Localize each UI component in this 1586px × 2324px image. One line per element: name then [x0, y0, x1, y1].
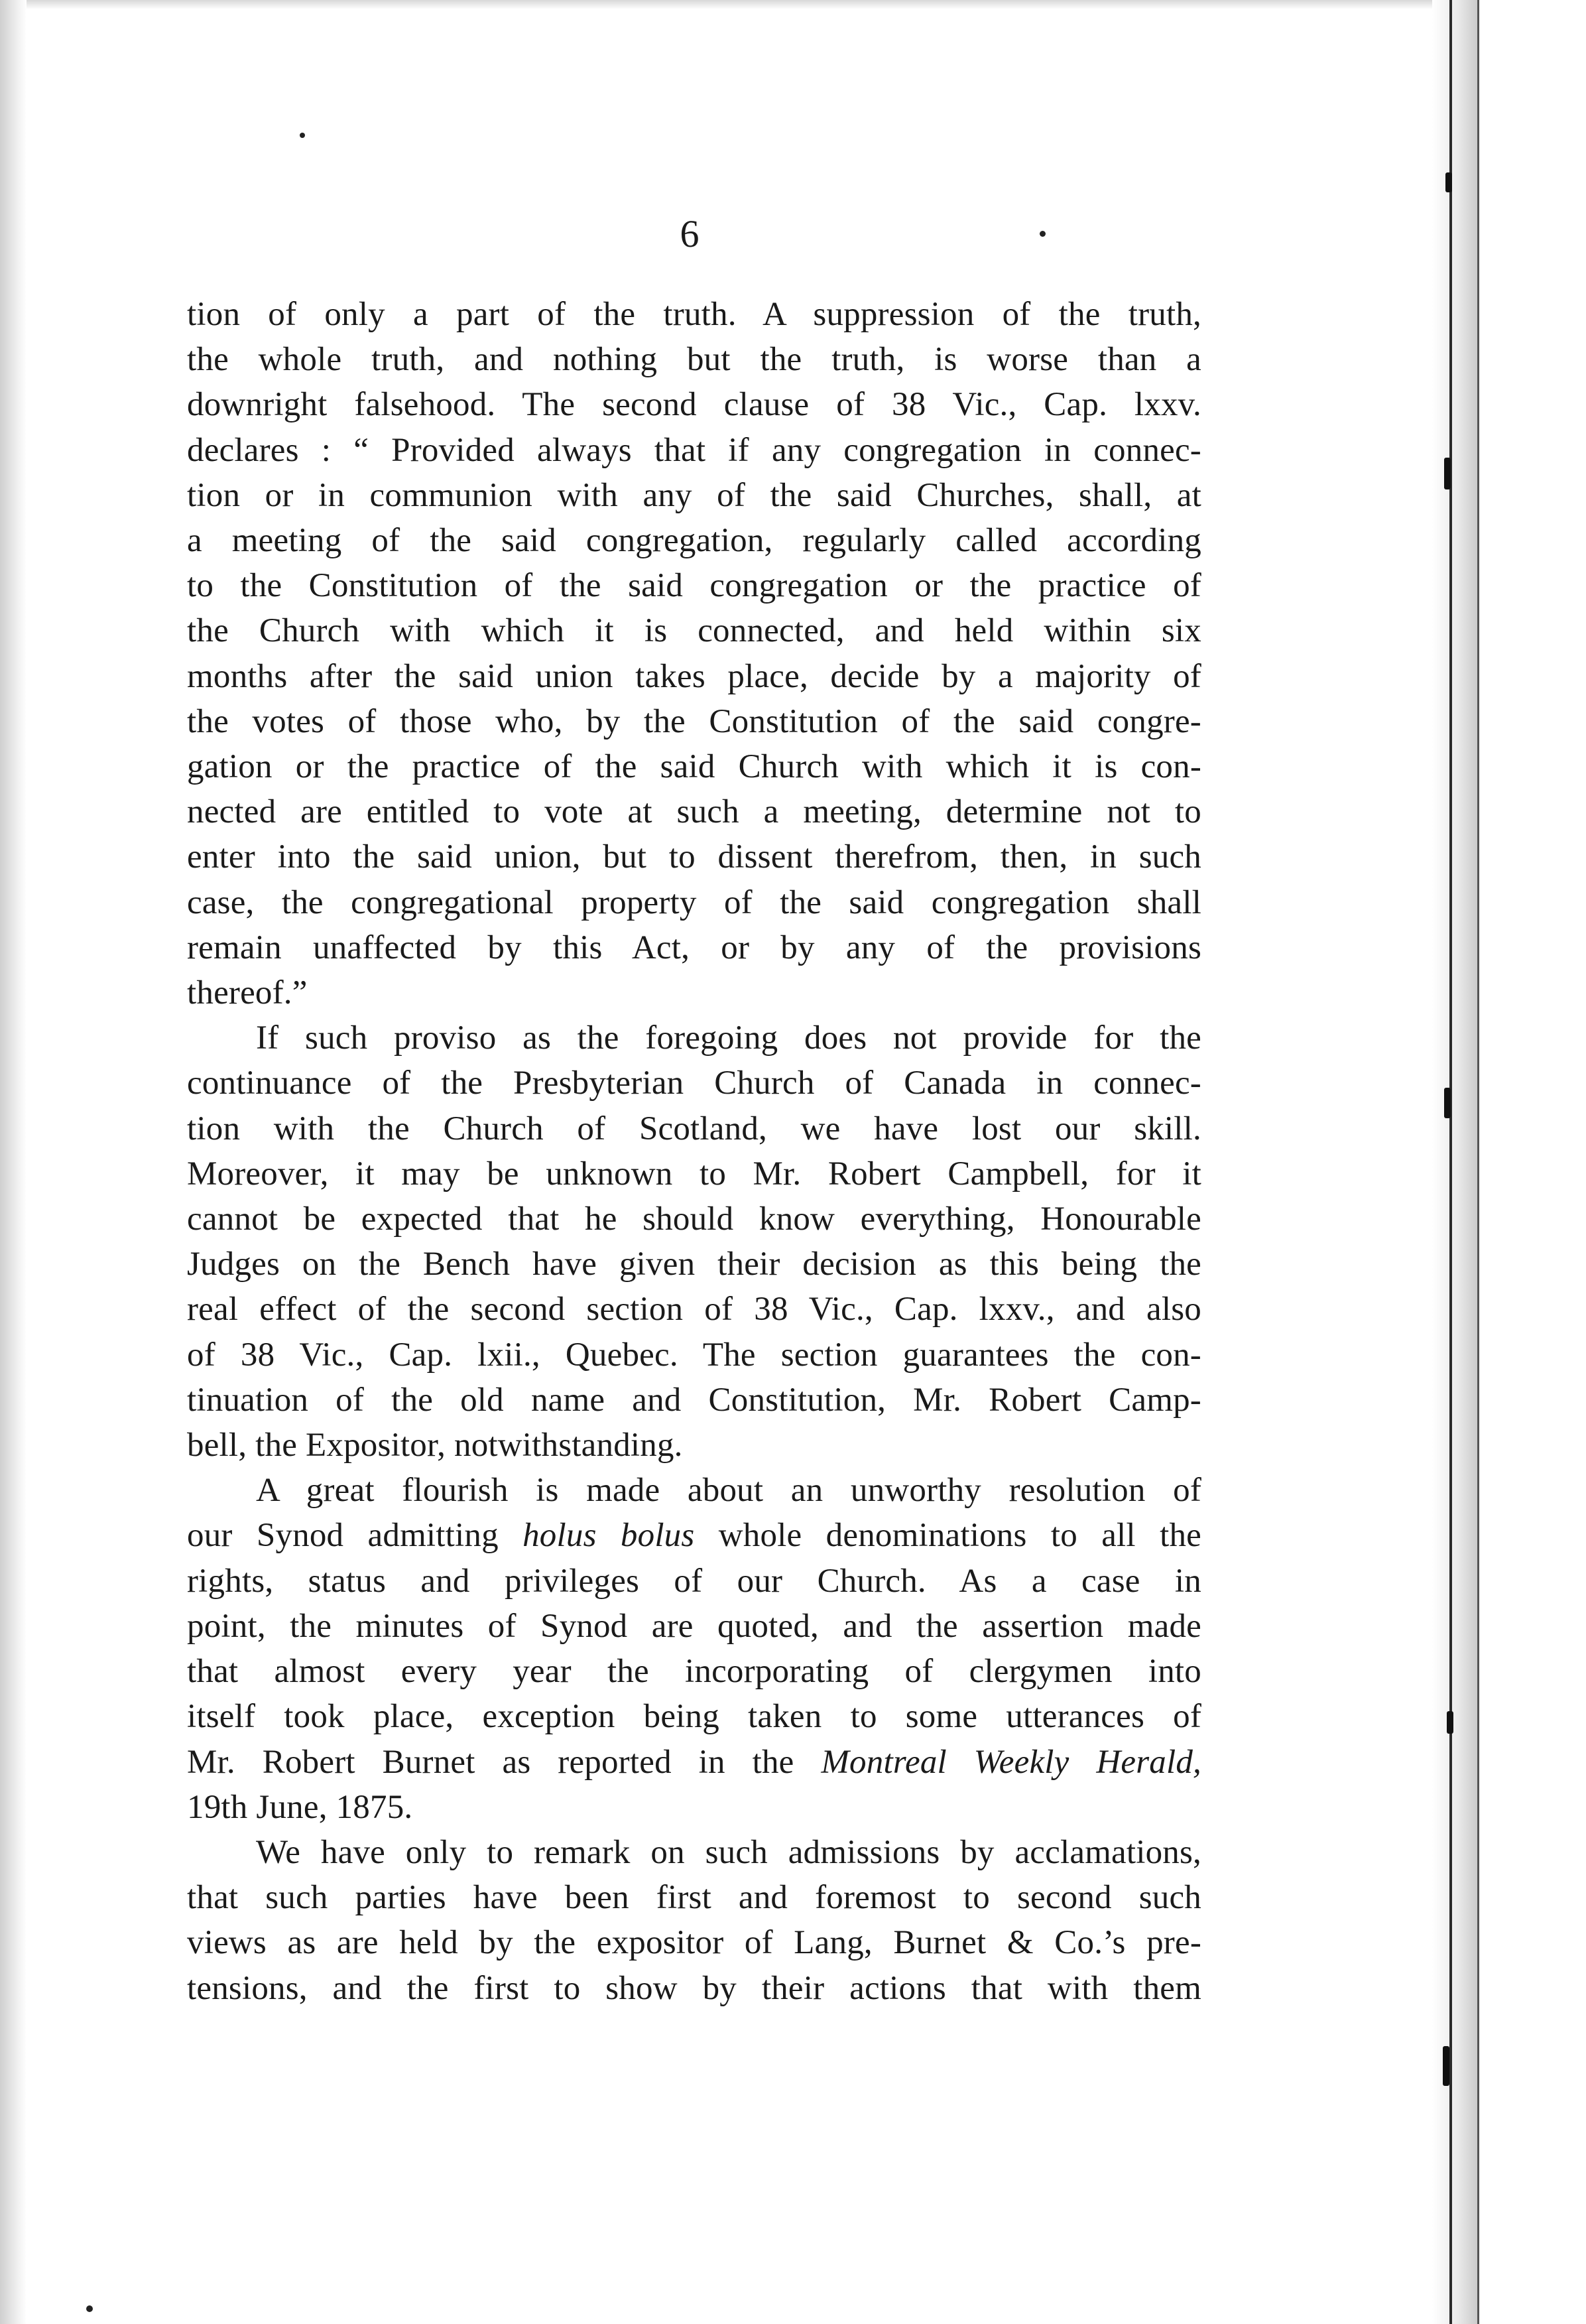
gutter-mark [1444, 1088, 1451, 1118]
scan-speck [300, 133, 305, 138]
gutter-mark [1443, 2046, 1449, 2086]
text-line: remain unaffected by this Act, or by any of the provisions [187, 929, 1201, 966]
text-line: real effect of the second section of 38 Vic., Cap. lxxv., and also [187, 1291, 1201, 1328]
text-line: downright falsehood. The second clause of 38 Vic., Cap. lxxv. [187, 386, 1201, 424]
text-line: gation or the practice of the said Church with which it is con- [187, 748, 1201, 786]
text-line: If such proviso as the foregoing does not provide for the [256, 1019, 1201, 1057]
text-line: cannot be expected that he should know everything, Honourable [187, 1200, 1201, 1238]
text-line: Moreover, it may be unknown to Mr. Robert Campbell, for it [187, 1155, 1201, 1193]
text-line: tion of only a part of the truth. A suppression of the truth, [187, 296, 1201, 333]
text-line: bell, the Expositor, notwithstanding. [187, 1427, 683, 1464]
text-line: tensions, and the first to show by their actions that with them [187, 1969, 1201, 2007]
italic-title: Montreal Weekly Herald, [821, 1743, 1201, 1781]
text-line: point, the minutes of Synod are quoted, and the assertion made [187, 1607, 1201, 1645]
text-line: the votes of those who, by the Constitution of the said congre- [187, 702, 1201, 740]
gutter-mark [1445, 172, 1452, 192]
text-line: the Church with which it is connected, and held within six [187, 612, 1201, 650]
text-line: case, the congregational property of the said congregation shall [187, 883, 1201, 921]
text-line: tion or in communion with any of the said Churches, shall, at [187, 476, 1201, 514]
page-gutter-shadow [1432, 0, 1479, 2324]
scan-top-edge [27, 0, 1439, 9]
text-line: a meeting of the said congregation, regularly called according [187, 522, 1201, 560]
scan-speck [86, 2305, 93, 2312]
page-gutter-line [1449, 0, 1452, 2324]
text-line: 19th June, 1875. [187, 1788, 413, 1826]
text-line: the whole truth, and nothing but the truth, is worse than a [187, 341, 1201, 379]
text-line [187, 1513, 1201, 1558]
text-line: Judges on the Bench have given their decision as this being the [187, 1246, 1201, 1283]
gutter-mark [1444, 458, 1451, 489]
scan-left-edge [0, 0, 27, 2324]
text-line: tinuation of the old name and Constitution, Mr. Robert Camp- [187, 1381, 1201, 1419]
text-line [187, 1740, 1201, 1785]
text-line: to the Constitution of the said congregation or the practice of [187, 567, 1201, 605]
text-run: whole denominations to all the [694, 1517, 1201, 1555]
text-line: tion with the Church of Scotland, we have lost our skill. [187, 1110, 1201, 1147]
scan-speck [1040, 231, 1046, 237]
text-line: We have only to remark on such admissions by acclamations, [256, 1833, 1201, 1871]
text-line: months after the said union takes place, decide by a majority of [187, 657, 1201, 695]
gutter-mark [1447, 1711, 1453, 1734]
text-run: Mr. Robert Burnet as reported in the [187, 1743, 822, 1781]
text-line: rights, status and privileges of our Church. As a case in [187, 1562, 1201, 1600]
text-line: thereof.” [187, 974, 308, 1012]
body-text [187, 292, 1201, 2011]
text-run: our Synod admitting [187, 1517, 523, 1555]
page-edge-line [1477, 0, 1479, 2324]
text-line: of 38 Vic., Cap. lxii., Quebec. The section guarantees the con- [187, 1336, 1201, 1374]
text-line: continuance of the Presbyterian Church of Canada in connec- [187, 1065, 1201, 1102]
page-number: 6 [680, 212, 700, 255]
text-line: declares : “ Provided always that if any congregation in connec- [187, 431, 1201, 469]
text-line: that such parties have been first and foremost to second such [187, 1879, 1201, 1917]
text-line: nected are entitled to vote at such a meeting, determine not to [187, 793, 1201, 831]
text-line: itself took place, exception being taken to some utterances of [187, 1698, 1201, 1736]
text-line: views as are held by the expositor of Lang, Burnet & Co.’s pre- [187, 1924, 1201, 1962]
text-line: A great flourish is made about an unworthy resolution of [256, 1472, 1201, 1510]
text-line: enter into the said union, but to dissent therefrom, then, in such [187, 838, 1201, 876]
text-line: that almost every year the incorporating of clergymen into [187, 1653, 1201, 1691]
italic-title: holus bolus [522, 1517, 695, 1555]
